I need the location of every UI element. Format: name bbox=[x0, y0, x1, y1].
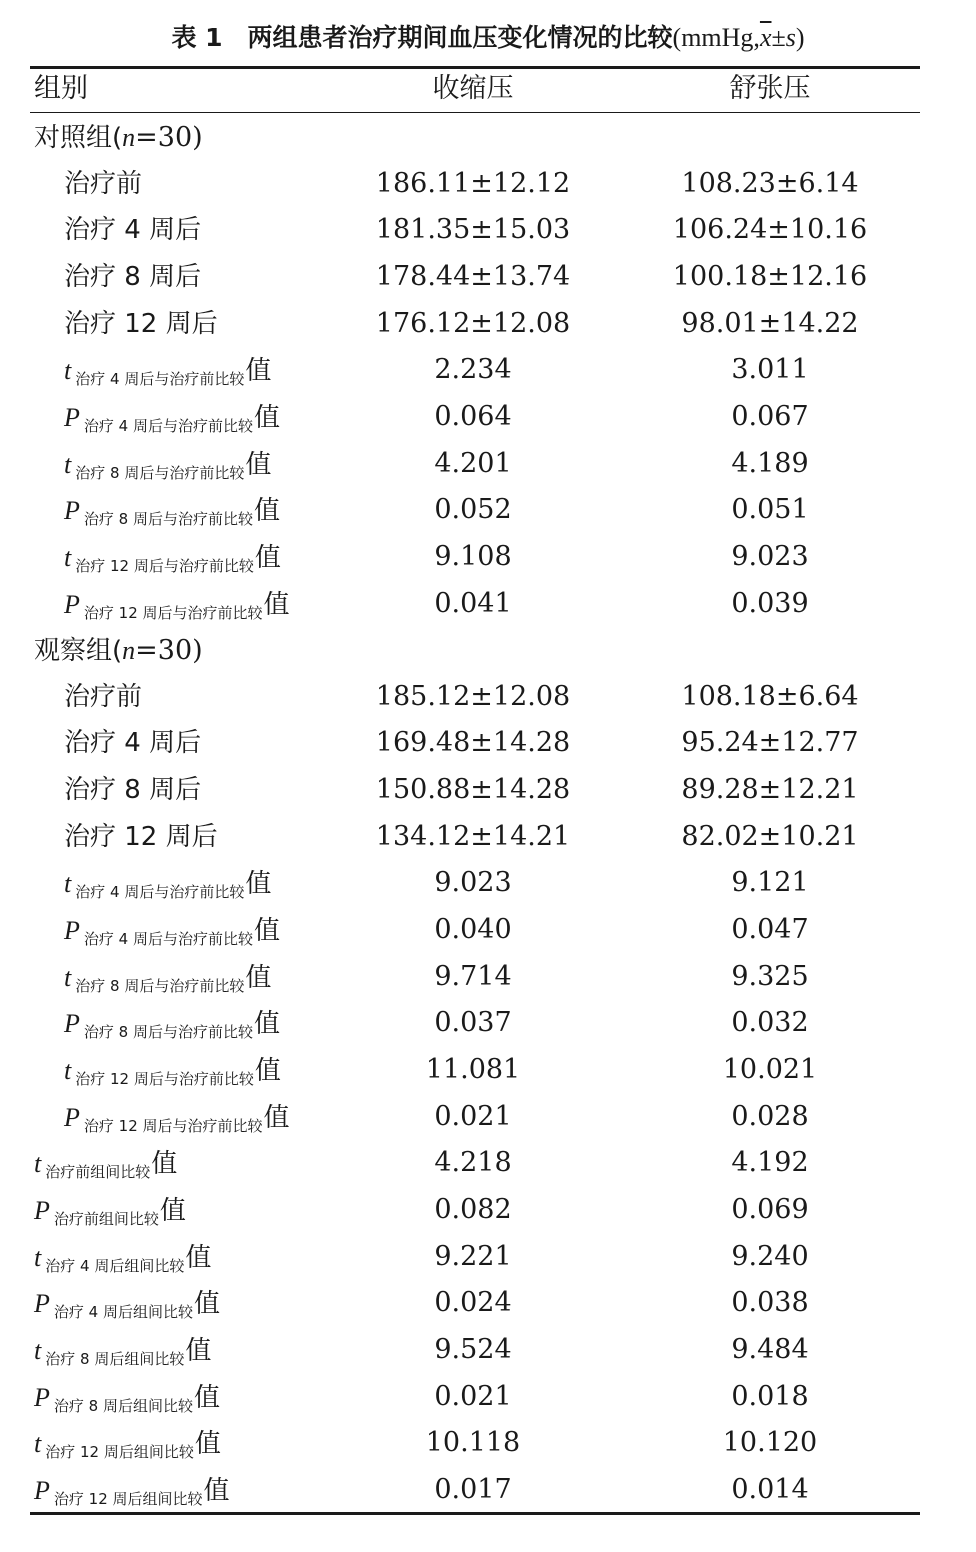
table-bottom-rule bbox=[30, 1512, 920, 1515]
dbp-value: 9.325 bbox=[731, 960, 809, 992]
table-row bbox=[30, 441, 920, 487]
sbp-value: 11.081 bbox=[425, 1054, 521, 1085]
stat-subscript: 治疗 8 周后与治疗前比较 bbox=[83, 510, 253, 529]
stat-subscript: 治疗 12 周后与治疗前比较 bbox=[83, 603, 263, 622]
stat-symbol: t bbox=[34, 1149, 42, 1179]
group-name: 观察组( bbox=[34, 636, 123, 667]
stat-subscript: 治疗 4 周后与治疗前比较 bbox=[83, 416, 253, 435]
table-row bbox=[30, 1000, 920, 1046]
dbp-value: 9.023 bbox=[731, 540, 809, 572]
group-n-symbol: n bbox=[122, 123, 136, 152]
group-n-symbol: n bbox=[122, 636, 136, 666]
stat-label bbox=[64, 1047, 281, 1093]
dbp-value: 0.047 bbox=[731, 914, 809, 945]
value-suffix: 值 bbox=[263, 589, 290, 620]
time-label: 治疗 12 周后 bbox=[64, 821, 218, 852]
sbp-value: 186.11±12.12 bbox=[375, 167, 571, 199]
stat-symbol: P bbox=[64, 916, 80, 945]
stat-symbol: P bbox=[64, 589, 80, 619]
stat-symbol: P bbox=[34, 1382, 50, 1412]
time-label: 治疗 8 周后 bbox=[64, 775, 202, 806]
dbp-value: 89.28±12.21 bbox=[681, 774, 859, 806]
table-row bbox=[30, 674, 920, 720]
sbp-value: 181.35±15.03 bbox=[375, 214, 571, 246]
sbp-value: 0.052 bbox=[434, 494, 512, 526]
dbp-value: 0.038 bbox=[731, 1287, 809, 1319]
dbp-value: 9.240 bbox=[731, 1240, 809, 1272]
table-row bbox=[30, 907, 920, 953]
value-suffix: 值 bbox=[193, 1289, 220, 1320]
value-suffix: 值 bbox=[263, 1102, 290, 1133]
stat-symbol: P bbox=[34, 1475, 50, 1505]
stat-symbol: t bbox=[34, 1429, 42, 1459]
value-suffix: 值 bbox=[253, 916, 280, 946]
stat-subscript: 治疗 4 周后组间比较 bbox=[45, 1256, 185, 1275]
table-row bbox=[30, 1280, 920, 1326]
stat-subscript: 治疗 8 周后组间比较 bbox=[53, 1396, 193, 1415]
stat-subscript: 治疗 12 周后组间比较 bbox=[53, 1489, 203, 1508]
dbp-value: 0.032 bbox=[731, 1007, 809, 1039]
value-suffix: 值 bbox=[185, 1242, 212, 1273]
stat-label bbox=[34, 1374, 220, 1420]
dbp-value: 0.067 bbox=[731, 400, 809, 432]
table-row bbox=[30, 814, 920, 860]
dbp-value: 0.014 bbox=[731, 1473, 809, 1505]
time-label: 治疗前 bbox=[64, 168, 143, 199]
table-row bbox=[30, 1140, 920, 1186]
table-row bbox=[30, 207, 920, 253]
time-label: 治疗前 bbox=[64, 681, 143, 712]
sbp-value: 176.12±12.08 bbox=[375, 307, 571, 339]
stat-subscript: 治疗前组间比较 bbox=[53, 1210, 159, 1228]
table-row bbox=[30, 534, 920, 580]
stat-symbol: P bbox=[64, 496, 80, 526]
sbp-value: 134.12±14.21 bbox=[375, 820, 571, 852]
value-suffix: 值 bbox=[159, 1196, 186, 1226]
value-suffix: 值 bbox=[254, 1056, 281, 1086]
dbp-value: 0.028 bbox=[731, 1100, 809, 1132]
stat-symbol: t bbox=[34, 1335, 42, 1365]
dbp-value: 106.24±10.16 bbox=[672, 214, 868, 246]
table-row bbox=[30, 1094, 920, 1140]
stat-label bbox=[64, 954, 271, 1000]
dbp-value: 3.011 bbox=[731, 354, 809, 386]
value-suffix: 值 bbox=[245, 869, 272, 900]
table-row bbox=[30, 1234, 920, 1280]
dbp-value: 10.021 bbox=[722, 1054, 818, 1085]
stat-label bbox=[64, 907, 280, 953]
sbp-value: 0.021 bbox=[434, 1380, 512, 1412]
table-row bbox=[30, 254, 920, 300]
stat-label bbox=[34, 1420, 221, 1466]
stat-subscript: 治疗 12 周后与治疗前比较 bbox=[75, 1070, 254, 1088]
sbp-value: 150.88±14.28 bbox=[375, 774, 571, 806]
value-suffix: 值 bbox=[253, 496, 280, 527]
stat-symbol: t bbox=[64, 869, 72, 899]
dbp-value: 10.120 bbox=[722, 1427, 818, 1459]
value-suffix: 值 bbox=[185, 1335, 212, 1366]
stat-subscript: 治疗 4 周后与治疗前比较 bbox=[75, 883, 245, 902]
table-header-rule bbox=[30, 112, 920, 113]
sbp-value: 4.201 bbox=[434, 447, 512, 479]
stat-subscript: 治疗前组间比较 bbox=[45, 1163, 151, 1182]
stat-symbol: P bbox=[64, 1009, 80, 1039]
dbp-value: 0.039 bbox=[731, 587, 809, 619]
group-label bbox=[34, 627, 203, 673]
stat-subscript: 治疗 4 周后与治疗前比较 bbox=[75, 370, 245, 389]
table-row bbox=[30, 1327, 920, 1373]
table-row bbox=[30, 581, 920, 627]
group-name: 对照组( bbox=[34, 123, 123, 153]
stat-label bbox=[34, 1234, 211, 1280]
stat-symbol: P bbox=[34, 1196, 50, 1225]
stat-subscript: 治疗 8 周后与治疗前比较 bbox=[75, 976, 245, 995]
stat-label bbox=[64, 441, 271, 487]
value-suffix: 值 bbox=[245, 356, 272, 387]
sbp-value: 2.234 bbox=[434, 354, 512, 386]
stat-label bbox=[64, 347, 271, 393]
value-suffix: 值 bbox=[254, 542, 281, 573]
value-suffix: 值 bbox=[253, 402, 280, 433]
value-suffix: 值 bbox=[193, 1382, 220, 1413]
header-sbp: 收缩压 bbox=[432, 73, 514, 104]
dbp-value: 82.02±10.21 bbox=[681, 820, 859, 852]
stat-label bbox=[64, 1094, 290, 1140]
value-suffix: 值 bbox=[245, 449, 272, 480]
dbp-value: 9.121 bbox=[731, 867, 809, 899]
stat-subscript: 治疗 4 周后与治疗前比较 bbox=[83, 930, 253, 948]
sbp-value: 0.040 bbox=[434, 914, 512, 945]
value-suffix: 值 bbox=[203, 1475, 230, 1506]
table-row bbox=[30, 1374, 920, 1420]
dbp-value: 108.23±6.14 bbox=[681, 167, 859, 199]
stat-subscript: 治疗 8 周后与治疗前比较 bbox=[83, 1023, 253, 1042]
dbp-value: 100.18±12.16 bbox=[672, 260, 868, 292]
sbp-value: 9.714 bbox=[434, 960, 512, 992]
stat-label bbox=[64, 860, 271, 906]
sbp-value: 9.524 bbox=[434, 1333, 512, 1365]
sbp-value: 169.48±14.28 bbox=[375, 727, 571, 759]
sbp-value: 10.118 bbox=[425, 1427, 521, 1459]
dbp-value: 0.069 bbox=[731, 1194, 809, 1225]
table-row bbox=[30, 301, 920, 347]
stat-symbol: P bbox=[64, 402, 80, 432]
stat-label bbox=[34, 1187, 186, 1233]
value-suffix: 值 bbox=[151, 1149, 178, 1180]
table-caption bbox=[0, 20, 976, 55]
table-header-row bbox=[30, 66, 920, 112]
stat-symbol: t bbox=[64, 356, 72, 386]
time-label: 治疗 12 周后 bbox=[64, 308, 218, 339]
sbp-value: 9.221 bbox=[434, 1240, 512, 1272]
stat-label bbox=[64, 1000, 280, 1046]
sbp-value: 178.44±13.74 bbox=[375, 260, 571, 292]
table-row bbox=[30, 1420, 920, 1466]
stat-subscript: 治疗 12 周后与治疗前比较 bbox=[83, 1116, 263, 1135]
stat-label bbox=[64, 581, 290, 627]
stat-label bbox=[34, 1280, 220, 1326]
stat-label bbox=[64, 487, 280, 533]
dbp-value: 0.051 bbox=[731, 494, 809, 526]
time-label: 治疗 4 周后 bbox=[64, 215, 202, 246]
table-row bbox=[30, 1467, 920, 1513]
table-row bbox=[30, 720, 920, 766]
stat-label bbox=[64, 394, 280, 440]
sbp-value: 0.037 bbox=[434, 1007, 512, 1039]
stat-symbol: t bbox=[64, 542, 72, 572]
sbp-value: 0.021 bbox=[434, 1100, 512, 1132]
value-suffix: 值 bbox=[194, 1429, 221, 1460]
stat-symbol: P bbox=[34, 1289, 50, 1319]
sbp-value: 9.023 bbox=[434, 867, 512, 899]
group-n-value: =30) bbox=[135, 635, 203, 667]
sbp-value: 0.041 bbox=[434, 587, 512, 619]
dbp-value: 98.01±14.22 bbox=[681, 307, 859, 339]
stat-label bbox=[34, 1467, 230, 1513]
group-row bbox=[30, 627, 920, 673]
sbp-value: 185.12±12.08 bbox=[375, 680, 571, 712]
dbp-value: 9.484 bbox=[731, 1333, 809, 1365]
stat-subscript: 治疗 8 周后与治疗前比较 bbox=[75, 463, 245, 482]
stat-symbol: t bbox=[64, 1056, 72, 1085]
dbp-value: 0.018 bbox=[731, 1380, 809, 1412]
dbp-value: 4.192 bbox=[731, 1147, 809, 1179]
stat-subscript: 治疗 12 周后组间比较 bbox=[45, 1443, 194, 1462]
sbp-value: 0.064 bbox=[434, 400, 512, 432]
value-suffix: 值 bbox=[253, 1009, 280, 1040]
stat-subscript: 治疗 4 周后组间比较 bbox=[53, 1303, 193, 1322]
dbp-value: 4.189 bbox=[731, 447, 809, 479]
stat-label bbox=[64, 534, 281, 580]
time-label: 治疗 8 周后 bbox=[64, 261, 202, 292]
group-row bbox=[30, 114, 920, 160]
sbp-value: 0.082 bbox=[434, 1194, 512, 1225]
caption-unit: $(mmHg,\overline{x}\pm s)$ bbox=[672, 23, 805, 52]
time-label: 治疗 4 周后 bbox=[64, 728, 202, 759]
table-row bbox=[30, 1187, 920, 1233]
table-row bbox=[30, 767, 920, 813]
table-row bbox=[30, 860, 920, 906]
value-suffix: 值 bbox=[245, 962, 272, 993]
sbp-value: 4.218 bbox=[434, 1147, 512, 1179]
sbp-value: 0.017 bbox=[434, 1473, 512, 1505]
table-row bbox=[30, 954, 920, 1000]
stat-symbol: P bbox=[64, 1102, 80, 1132]
table-row bbox=[30, 161, 920, 207]
stat-symbol: t bbox=[64, 962, 72, 992]
stat-subscript: 治疗 12 周后与治疗前比较 bbox=[75, 556, 254, 575]
sbp-value: 0.024 bbox=[434, 1287, 512, 1319]
header-group: 组别 bbox=[34, 73, 88, 104]
stat-symbol: t bbox=[64, 449, 72, 479]
dbp-value: 95.24±12.77 bbox=[681, 727, 859, 759]
caption-title: 表 1 两组患者治疗期间血压变化情况的比较 bbox=[171, 23, 673, 52]
table-row bbox=[30, 394, 920, 440]
table-row bbox=[30, 487, 920, 533]
header-dbp: 舒张压 bbox=[729, 73, 811, 104]
table-row bbox=[30, 347, 920, 393]
stat-label bbox=[34, 1140, 177, 1186]
dbp-value: 108.18±6.64 bbox=[681, 680, 859, 712]
stat-subscript: 治疗 8 周后组间比较 bbox=[45, 1349, 185, 1368]
sbp-value: 9.108 bbox=[434, 540, 512, 572]
stat-label bbox=[34, 1327, 211, 1373]
group-n-value: =30) bbox=[135, 122, 203, 153]
table-row bbox=[30, 1047, 920, 1093]
stat-symbol: t bbox=[34, 1242, 42, 1272]
group-label bbox=[34, 114, 203, 160]
